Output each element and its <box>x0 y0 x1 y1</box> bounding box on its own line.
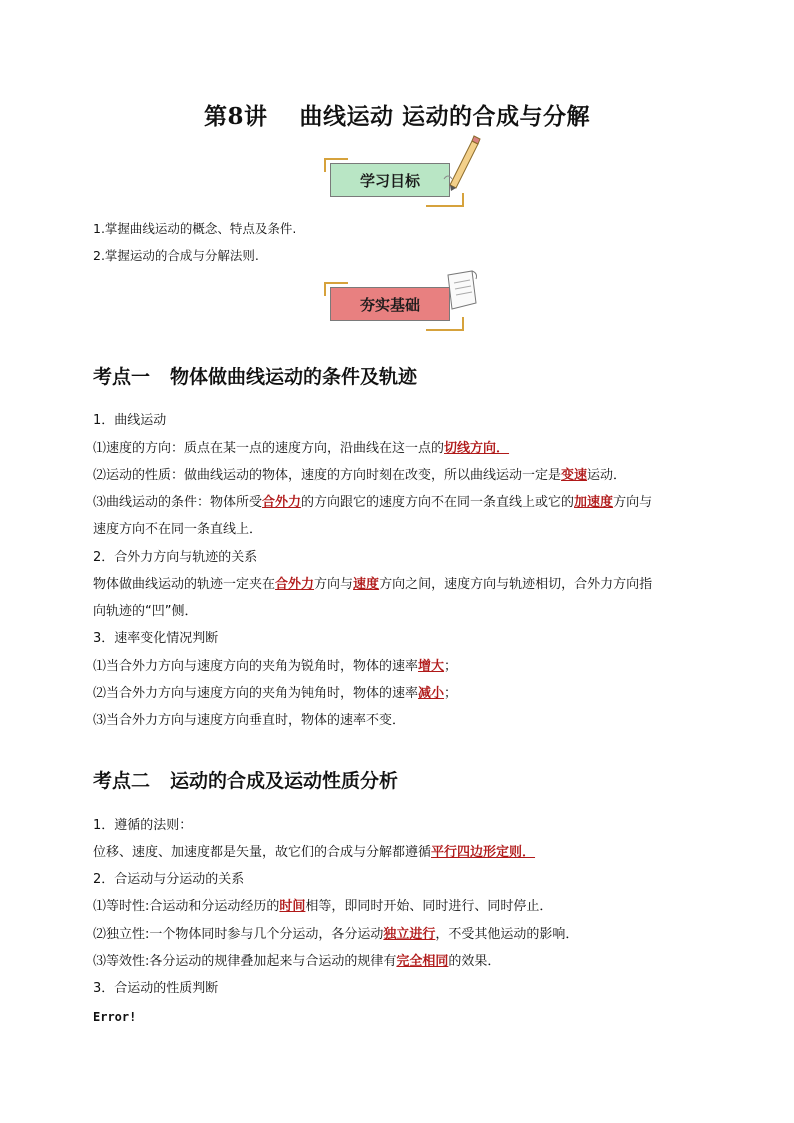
subheading: 3．合运动的性质判断 <box>93 981 219 996</box>
answer-highlight: 速度 <box>353 577 380 592</box>
goal-item: 1.掌握曲线运动的概念、特点及条件. <box>93 221 297 236</box>
text-line: ⑵当合外力方向与速度方向的夹角为钝角时，物体的速率减小； <box>93 686 458 701</box>
text-line: ⑵运动的性质：做曲线运动的物体，速度的方向时刻在改变，所以曲线运动一定是变速运动． <box>93 468 627 483</box>
subheading: 3．速率变化情况判断 <box>93 631 219 646</box>
answer-highlight: 合外力 <box>262 495 302 510</box>
answer-highlight: 平行四边形定则． <box>431 845 536 860</box>
subheading: 2．合外力方向与轨迹的关系 <box>93 550 258 565</box>
answer-highlight: 加速度 <box>574 495 614 510</box>
section-heading <box>93 766 398 793</box>
text-line: ⑶曲线运动的条件：物体所受合外力的方向跟它的速度方向不在同一条直线上或它的加速度方向与 <box>93 495 653 510</box>
answer-highlight: 变速 <box>561 468 588 483</box>
basics-label: 夯实基础 <box>330 287 450 321</box>
basics-banner <box>330 287 458 327</box>
section-title: 运动的合成及运动性质分析 <box>170 770 399 792</box>
answer-highlight: 增大 <box>418 659 445 674</box>
scroll-icon <box>442 269 482 313</box>
learning-goals-label: 学习目标 <box>330 163 450 197</box>
answer-highlight: 切线方向． <box>444 441 510 456</box>
text-line: 位移、速度、加速度都是矢量，故它们的合成与分解都遵循平行四边形定则． <box>93 845 536 860</box>
subheading: 1．曲线运动 <box>93 413 167 428</box>
goal-item: 2.掌握运动的合成与分解法则. <box>93 248 259 263</box>
answer-highlight: 完全相同 <box>396 954 449 969</box>
text-line: ⑴等时性:合运动和分运动经历的时间相等，即同时开始、同时进行、同时停止． <box>93 899 553 914</box>
pencil-icon <box>442 135 482 191</box>
text-line: 物体做曲线运动的轨迹一定夹在合外力方向与速度方向之间，速度方向与轨迹相切，合外力方向指 <box>93 577 653 592</box>
section-title: 物体做曲线运动的条件及轨迹 <box>170 366 418 388</box>
page-title: 第8讲 曲线运动 运动的合成与分解 <box>203 103 591 130</box>
text-line: 速度方向不在同一条直线上． <box>93 522 263 537</box>
text-line: 向轨迹的“凹”侧． <box>93 604 198 619</box>
text-line: ⑴当合外力方向与速度方向的夹角为锐角时，物体的速率增大； <box>93 659 458 674</box>
text-line: ⑴速度的方向：质点在某一点的速度方向，沿曲线在这一点的切线方向． <box>93 441 510 456</box>
learning-goals-banner <box>330 163 458 203</box>
answer-highlight: 合外力 <box>275 577 315 592</box>
text-line: ⑶当合外力方向与速度方向垂直时，物体的速率不变． <box>93 713 406 728</box>
section-label: 考点二 <box>93 770 151 792</box>
section-label: 考点一 <box>93 366 151 388</box>
section-heading <box>93 362 417 389</box>
text-line: ⑵独立性:一个物体同时参与几个分运动，各分运动独立进行，不受其他运动的影响． <box>93 927 579 942</box>
error-text: Error! <box>93 1010 137 1024</box>
subheading: 2．合运动与分运动的关系 <box>93 872 245 887</box>
subheading: 1．遵循的法则： <box>93 818 193 833</box>
answer-highlight: 减小 <box>418 686 445 701</box>
answer-highlight: 时间 <box>279 899 306 914</box>
answer-highlight: 独立进行 <box>383 927 436 942</box>
text-line: ⑶等效性:各分运动的规律叠加起来与合运动的规律有完全相同的效果． <box>93 954 501 969</box>
